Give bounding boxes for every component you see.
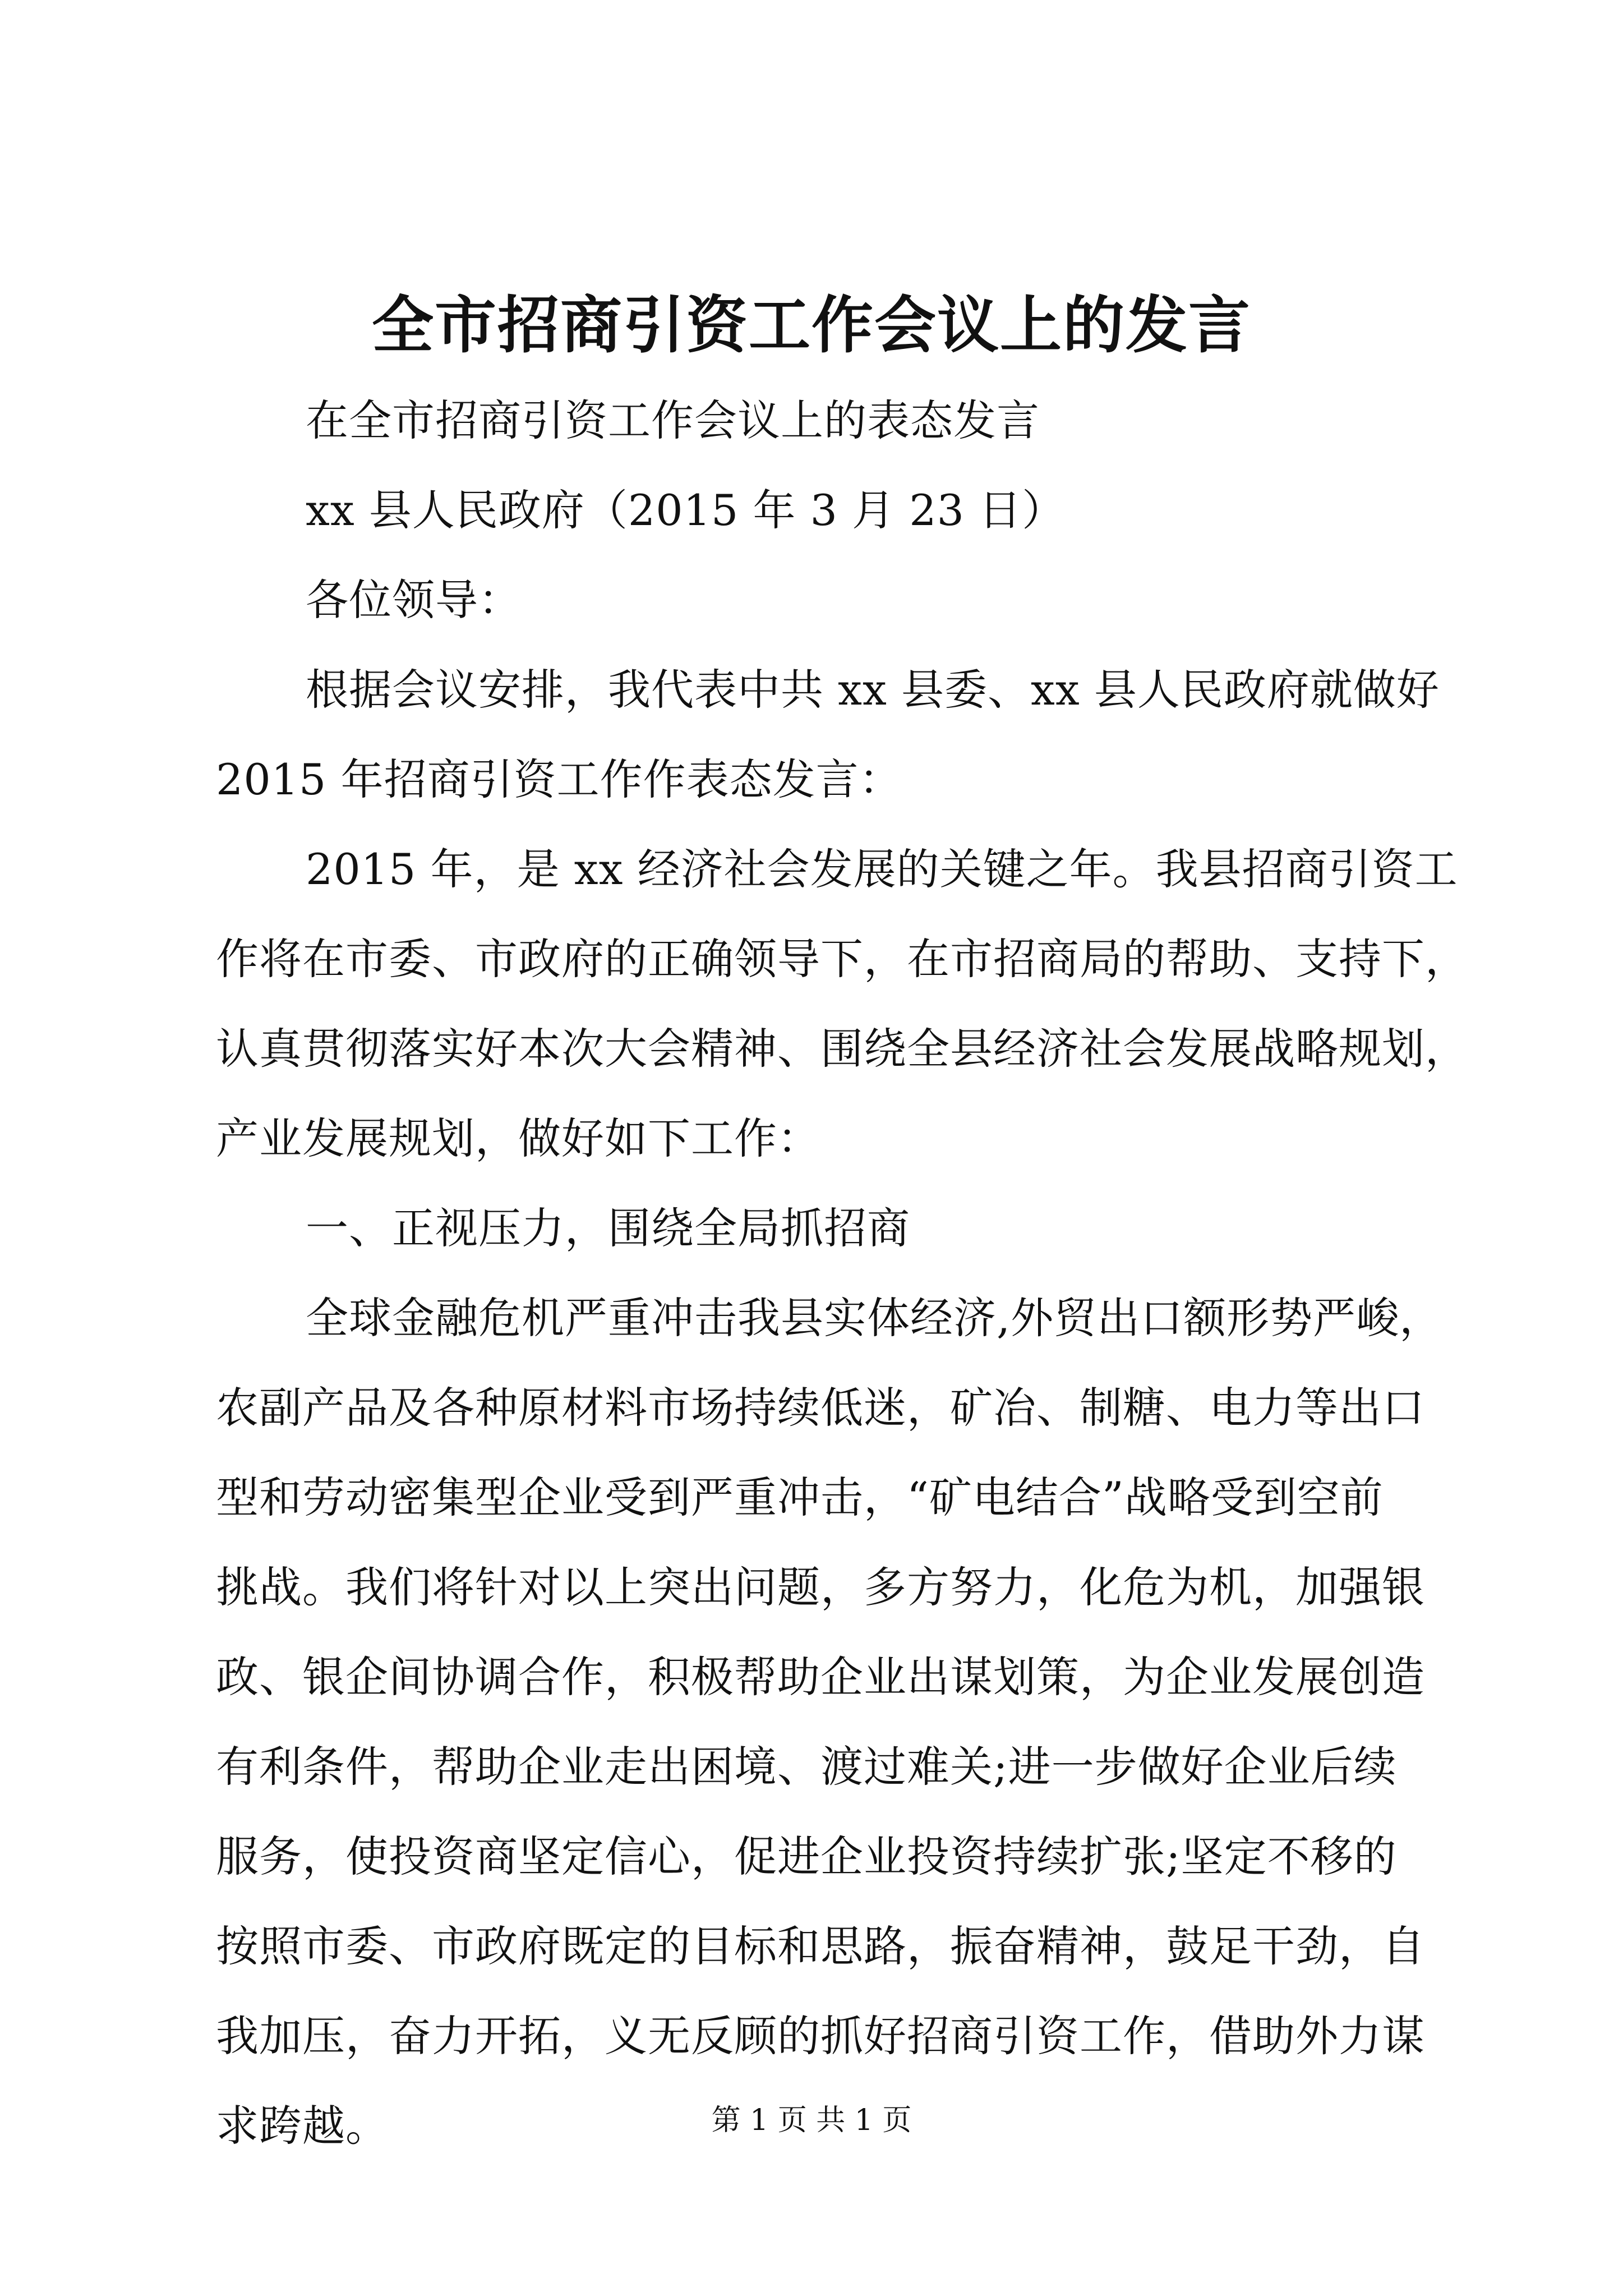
paragraph-line: 挑战。我们将针对以上突出问题，多方努力，化危为机，加强银	[216, 1562, 1425, 1612]
paragraph-line: 2015 年，是 xx 经济社会发展的关键之年。我县招商引资工	[306, 844, 1458, 894]
paragraph-line: 各位领导：	[306, 575, 522, 625]
paragraph-line: 型和劳动密集型企业受到严重冲击，“矿电结合”战略受到空前	[216, 1473, 1384, 1522]
paragraph-line: 服务，使投资商坚定信心，促进企业投资持续扩张;坚定不移的	[216, 1832, 1397, 1881]
paragraph-line: 农副产品及各种原材料市场持续低迷，矿冶、制糖、电力等出口	[216, 1383, 1425, 1433]
section-heading: 一、正视压力，围绕全局抓招商	[306, 1203, 910, 1253]
paragraph-line: 作将在市委、市政府的正确领导下，在市招商局的帮助、支持下，	[216, 934, 1468, 984]
paragraph-line: 根据会议安排，我代表中共 xx 县委、xx 县人民政府就做好	[306, 665, 1440, 715]
paragraph-line: xx 县人民政府（2015 年 3 月 23 日）	[306, 485, 1066, 535]
document-body	[216, 376, 1468, 2171]
paragraph-line: 产业发展规划，做好如下工作：	[216, 1114, 820, 1163]
paragraph-line: 求跨越。	[216, 2101, 389, 2151]
document-title: 全市招商引资工作会议上的发言	[372, 289, 1251, 361]
paragraph-line: 按照市委、市政府既定的目标和思路，振奋精神，鼓足干劲，自	[216, 1921, 1425, 1971]
page-number: 第 1 页 共 1 页	[711, 2104, 912, 2137]
paragraph-line: 我加压，奋力开拓，义无反顾的抓好招商引资工作，借助外力谋	[216, 2011, 1425, 2061]
paragraph-line: 认真贯彻落实好本次大会精神、围绕全县经济社会发展战略规划，	[216, 1024, 1468, 1074]
paragraph-line: 全球金融危机严重冲击我县实体经济,外贸出口额形势严峻，	[306, 1293, 1443, 1343]
paragraph-line: 政、银企间协调合作，积极帮助企业出谋划策，为企业发展创造	[216, 1652, 1425, 1702]
paragraph-line: 在全市招商引资工作会议上的表态发言	[306, 395, 1040, 445]
paragraph-line: 2015 年招商引资工作作表态发言：	[216, 754, 902, 804]
paragraph-line: 有利条件，帮助企业走出困境、渡过难关;进一步做好企业后续	[216, 1742, 1397, 1792]
